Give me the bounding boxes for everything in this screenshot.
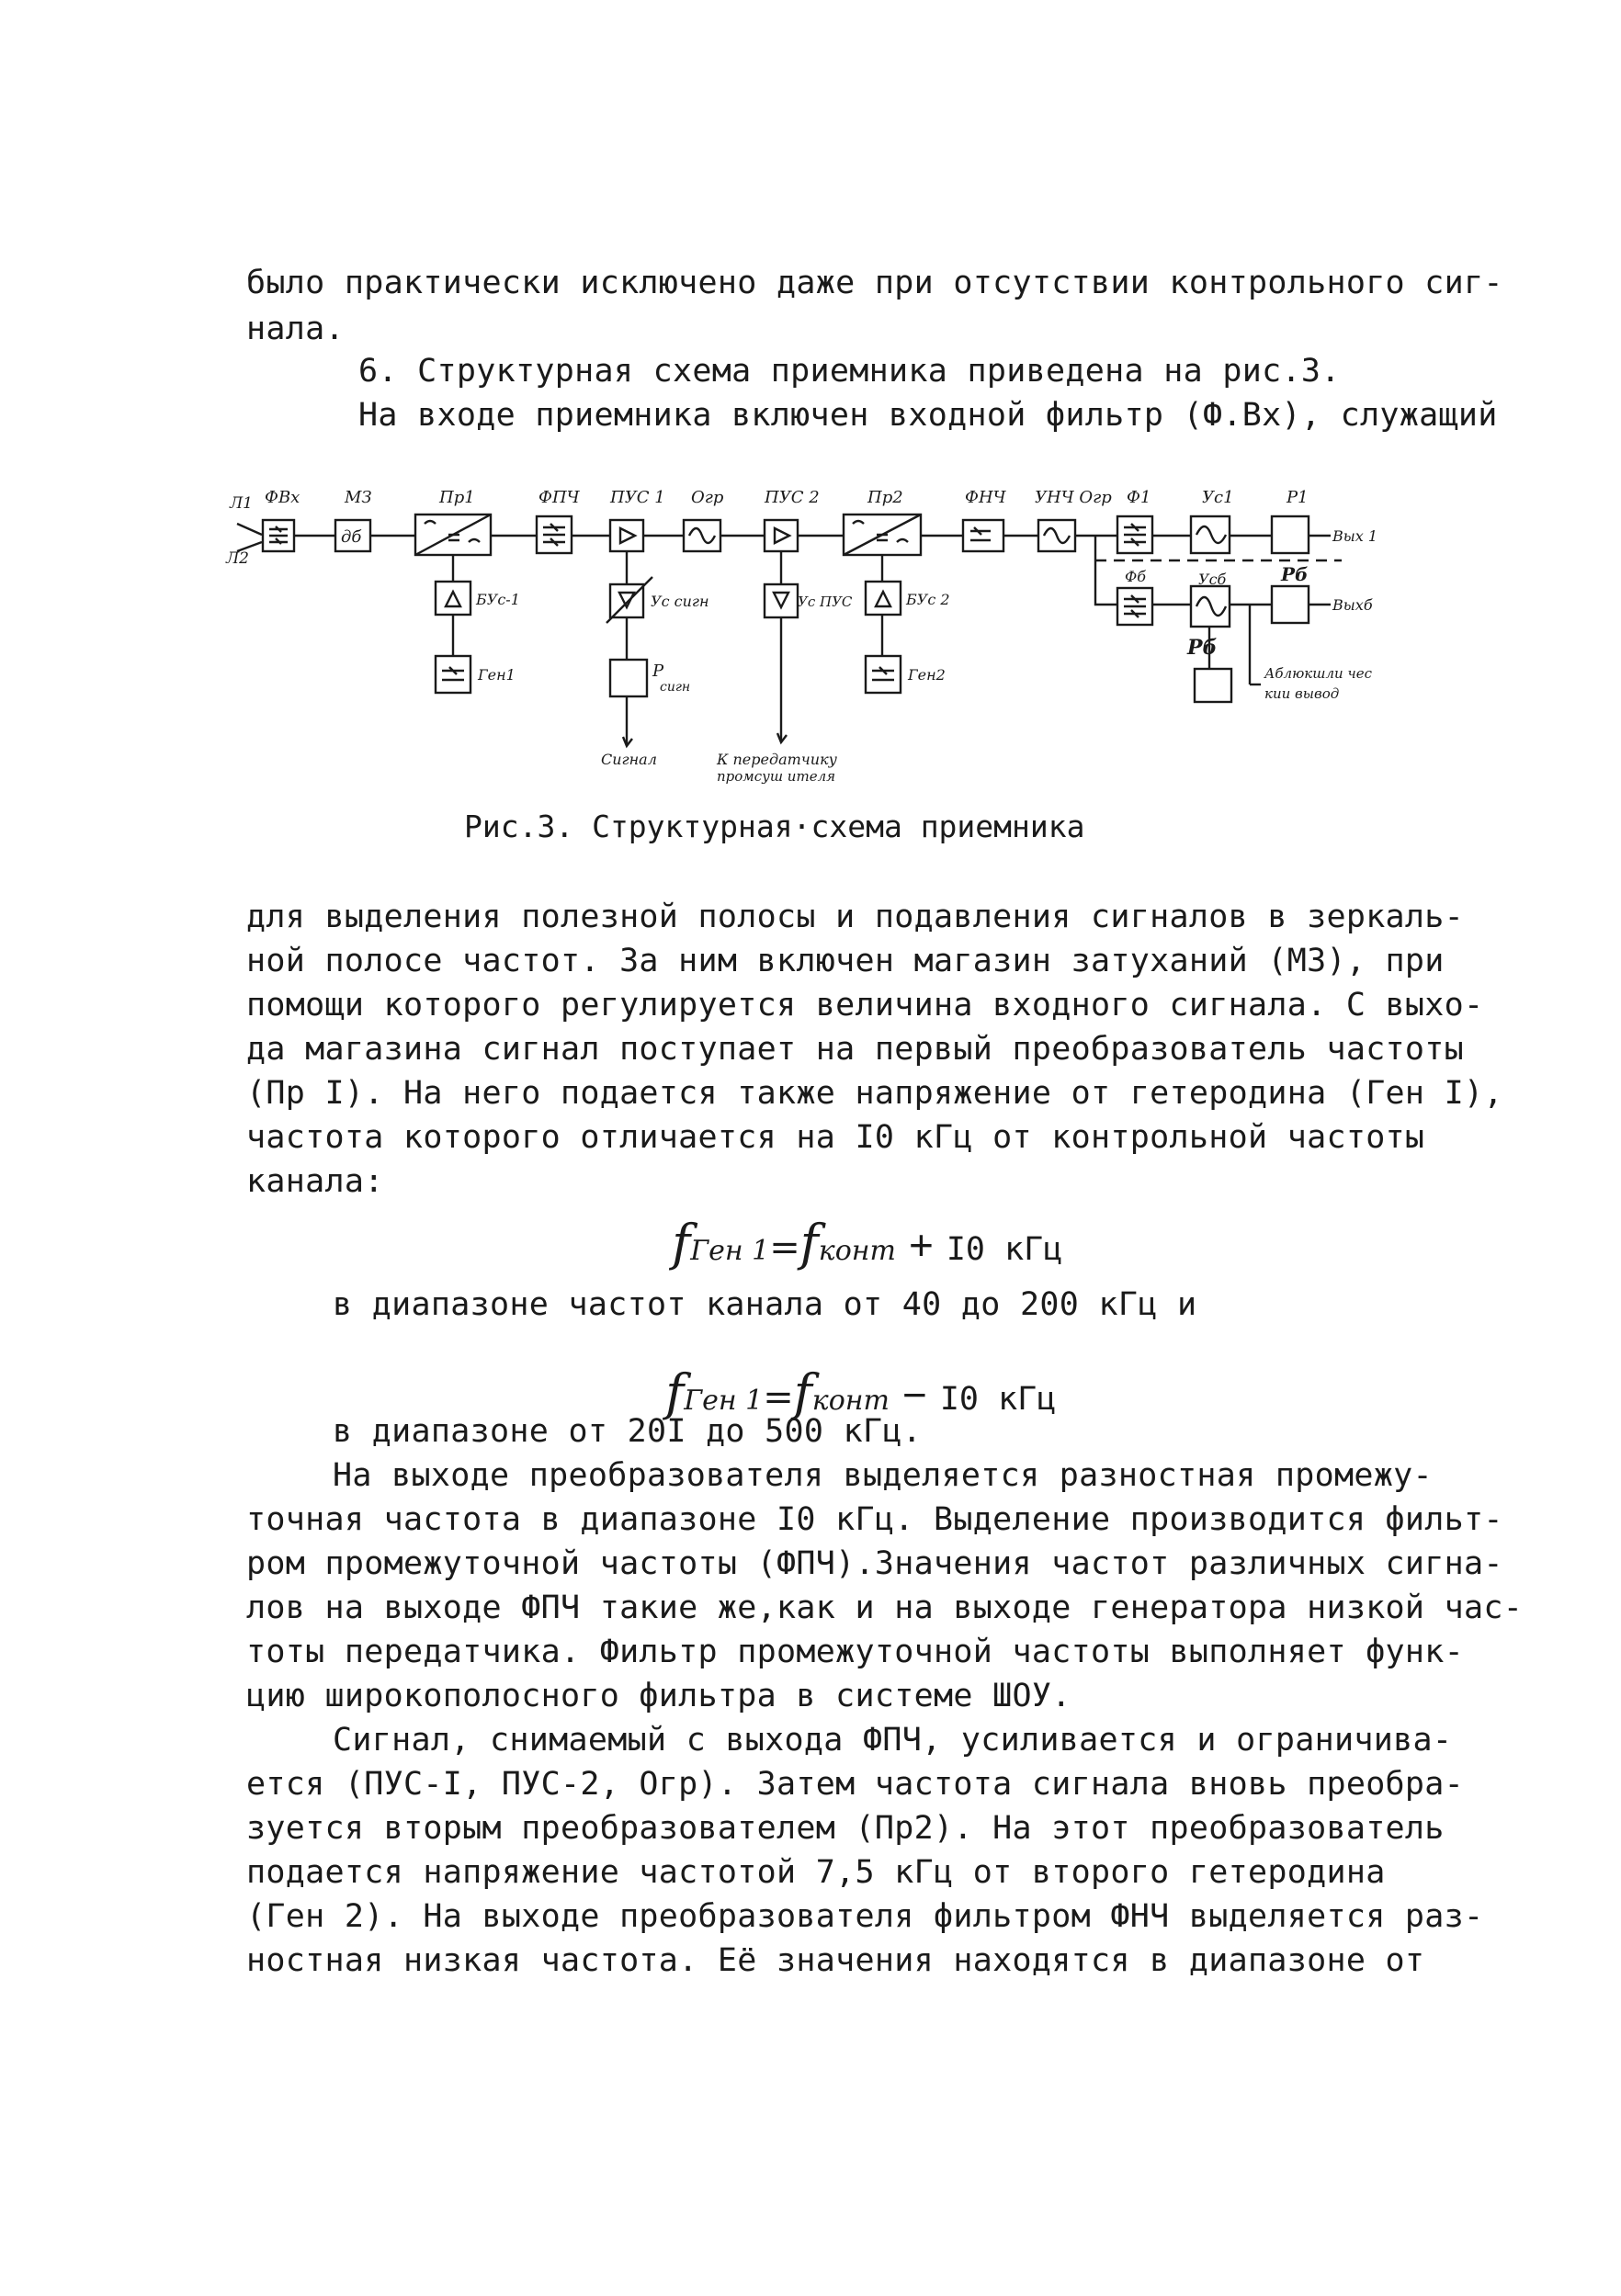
- block-rb: [1195, 669, 1231, 702]
- block-pr2: [844, 488, 921, 555]
- block-f1: [1117, 488, 1152, 553]
- formula-eq: =: [769, 1227, 800, 1269]
- amplifier-up-icon: [446, 592, 460, 606]
- text-line: частота которого отличается на I0 кГц от контрольной частоты: [246, 1119, 1425, 1156]
- block-rb-bottom-label: Рб: [1187, 636, 1218, 660]
- text-line: канала:: [246, 1163, 384, 1200]
- text-line: ной полосе частот. За ним включен магазин затуханий (МЗ), при: [246, 943, 1445, 979]
- limiter-icon: [689, 528, 715, 543]
- emergency-output-label-2: кии вывод: [1264, 685, 1340, 702]
- input-label-l1: Л1: [230, 494, 254, 513]
- rectifier-amplifier-icon: [1196, 526, 1226, 543]
- text-line: да магазина сигнал поступает на первый преобразователь частоты: [246, 1031, 1465, 1068]
- formula-f: f: [665, 1363, 685, 1421]
- block-mz: [335, 488, 372, 551]
- transmitter-label-2: промсуш ителя: [717, 768, 836, 785]
- block-pus2: [764, 488, 820, 551]
- svg-text:Пр2: Пр2: [867, 488, 903, 507]
- svg-text:Ус ПУС: Ус ПУС: [798, 594, 853, 610]
- formula-f: f: [672, 1214, 691, 1272]
- generator-icon: [442, 667, 464, 680]
- text-line: было практически исключено даже при отсутствии контрольного сиг-: [246, 265, 1503, 301]
- svg-text:Ус1: Ус1: [1202, 488, 1234, 507]
- block-pr1: [415, 488, 491, 555]
- formula-sub: Ген 1: [690, 1235, 770, 1267]
- block-ogr: [684, 488, 724, 551]
- svg-text:Р1: Р1: [1287, 488, 1309, 507]
- text-line: зуется вторым преобразователем (Пр2). На этот преобразователь: [246, 1810, 1445, 1847]
- text-line: ром промежуточной частоты (ФПЧ).Значения частот различных сигна-: [246, 1545, 1503, 1582]
- formula-2: [648, 1346, 1056, 1421]
- block-rb-out: [1272, 586, 1309, 623]
- limiter-icon: [1044, 528, 1070, 543]
- svg-text:ПУС 1: ПУС 1: [610, 488, 665, 507]
- receiver-block-diagram: [0, 0, 1621, 827]
- output-vyh1-label: Вых 1: [1332, 527, 1378, 545]
- bandpass-filter-icon: [269, 526, 288, 544]
- formula-value: I0 кГц: [946, 1231, 1063, 1268]
- svg-text:Огр: Огр: [691, 488, 724, 507]
- amplifier-down-icon: [774, 593, 788, 607]
- block-unch-ogr: [1035, 488, 1112, 551]
- block-r1: [1272, 488, 1309, 553]
- formula-sub: Ген 1: [684, 1385, 764, 1417]
- text-line: На входе приемника включен входной фильтр (Ф.Вх), служащий: [358, 397, 1498, 434]
- block-fb: [1117, 568, 1152, 625]
- formula-eq: =: [763, 1376, 794, 1419]
- formula-op: +: [908, 1221, 934, 1269]
- svg-text:Ф1: Ф1: [1127, 488, 1151, 507]
- text-line: помощи которого регулируется величина входного сигнала. С выхо-: [246, 987, 1484, 1024]
- text-line: (Ген 2). На выходе преобразователя фильтром ФНЧ выделяется раз-: [246, 1898, 1484, 1935]
- svg-text:Ген1: Ген1: [478, 666, 516, 684]
- text-line: нала.: [246, 311, 345, 347]
- amplifier-down-icon: [619, 593, 634, 607]
- amplifier-up-icon: [876, 592, 890, 606]
- formula-op: −: [901, 1371, 927, 1419]
- bandpass-filter-icon: [543, 524, 565, 546]
- text-line: лов на выходе ФПЧ такие же,как и на выходе генератора низкой час-: [246, 1589, 1524, 1626]
- svg-text:УНЧ Огр: УНЧ Огр: [1035, 488, 1112, 507]
- text-line: Сигнал, снимаемый с выхода ФПЧ, усиливается и ограничива-: [333, 1722, 1453, 1759]
- block-fnch: [963, 488, 1007, 551]
- text-line: в диапазоне от 20I до 500 кГц.: [333, 1413, 923, 1450]
- svg-text:ФПЧ: ФПЧ: [538, 488, 580, 507]
- rectifier-amplifier-icon: [1196, 597, 1226, 616]
- block-fvx: [263, 488, 300, 551]
- svg-text:БУс-1: БУс-1: [476, 591, 520, 608]
- block-bus1: [436, 582, 520, 615]
- transmitter-label-1: К передатчику: [717, 751, 837, 768]
- block-pus1: [609, 488, 665, 551]
- svg-text:ПУС 2: ПУС 2: [765, 488, 820, 507]
- svg-text:Фб: Фб: [1125, 568, 1147, 585]
- svg-text:Р: Р: [652, 662, 664, 681]
- generator-icon: [872, 667, 894, 680]
- connector: [1095, 536, 1117, 605]
- block-rb-top-label: Рб: [1281, 563, 1309, 585]
- svg-text:Усб: Усб: [1198, 571, 1227, 588]
- svg-text:Ген2: Ген2: [908, 666, 946, 684]
- svg-text:МЗ: МЗ: [345, 488, 372, 507]
- bandpass-filter-icon: [1124, 595, 1146, 617]
- svg-text:Ус сигн: Ус сигн: [651, 593, 709, 610]
- formula-f: f: [799, 1214, 819, 1272]
- svg-text:ФВх: ФВх: [265, 488, 300, 507]
- formula-sub: конт: [818, 1235, 896, 1267]
- text-line: (Пр I). На него подается также напряжение от гетеродина (Ген I),: [246, 1075, 1503, 1112]
- svg-text:БУс 2: БУс 2: [906, 591, 950, 608]
- block-gen2: [866, 656, 946, 693]
- block-bus2: [866, 582, 950, 615]
- text-line: ется (ПУС-I, ПУС-2, Огр). Затем частота сигнала вновь преобра-: [246, 1766, 1465, 1803]
- block-us-pus: [765, 584, 853, 617]
- formula-sub: конт: [811, 1385, 890, 1417]
- emergency-output-label-1: Аблюкшли чес: [1264, 665, 1373, 682]
- lowpass-filter-icon: [970, 527, 991, 540]
- input-label-l2: Л2: [226, 549, 250, 568]
- input-lines: [237, 524, 262, 551]
- svg-text:дб: дб: [341, 527, 362, 547]
- text-line: в диапазоне частот канала от 40 до 200 кГц и: [333, 1286, 1197, 1323]
- figure-caption: Рис.3. Структурная·схема приемника: [464, 809, 1085, 844]
- block-us1: [1191, 488, 1234, 553]
- svg-text:ФНЧ: ФНЧ: [965, 488, 1006, 507]
- bandpass-filter-icon: [1124, 524, 1146, 546]
- formula-value: I0 кГц: [939, 1381, 1057, 1418]
- text-line: На выходе преобразователя выделяется разностная промежу-: [333, 1457, 1433, 1494]
- text-line: тоты передатчика. Фильтр промежуточной частоты выполняет функ-: [246, 1634, 1465, 1670]
- text-line: 6. Структурная схема приемника приведена на рис.3.: [358, 353, 1341, 390]
- block-us-sign: [606, 577, 709, 623]
- svg-text:сигн: сигн: [660, 680, 691, 695]
- block-fpch: [537, 488, 581, 553]
- text-line: точная частота в диапазоне I0 кГц. Выделение производится фильт-: [246, 1501, 1503, 1538]
- text-line: для выделения полезной полосы и подавления сигналов в зеркаль-: [246, 899, 1465, 935]
- formula-1: [654, 1196, 1062, 1272]
- svg-text:Пр1: Пр1: [439, 488, 475, 507]
- output-vyhb-label: Выхб: [1332, 596, 1373, 614]
- text-line: ностная низкая частота. Её значения находятся в диапазоне от: [246, 1942, 1425, 1979]
- text-line: цию широкополосного фильтра в системе ШОУ.: [246, 1678, 1071, 1714]
- text-line: подается напряжение частотой 7,5 кГц от второго гетеродина: [246, 1854, 1386, 1891]
- amplifier-icon: [775, 528, 789, 543]
- block-usb: [1191, 571, 1230, 627]
- amplifier-icon: [620, 528, 635, 543]
- formula-f: f: [793, 1363, 812, 1421]
- signal-label: Сигнал: [601, 751, 657, 768]
- block-gen1: [436, 656, 516, 693]
- block-r-sign: [610, 660, 690, 696]
